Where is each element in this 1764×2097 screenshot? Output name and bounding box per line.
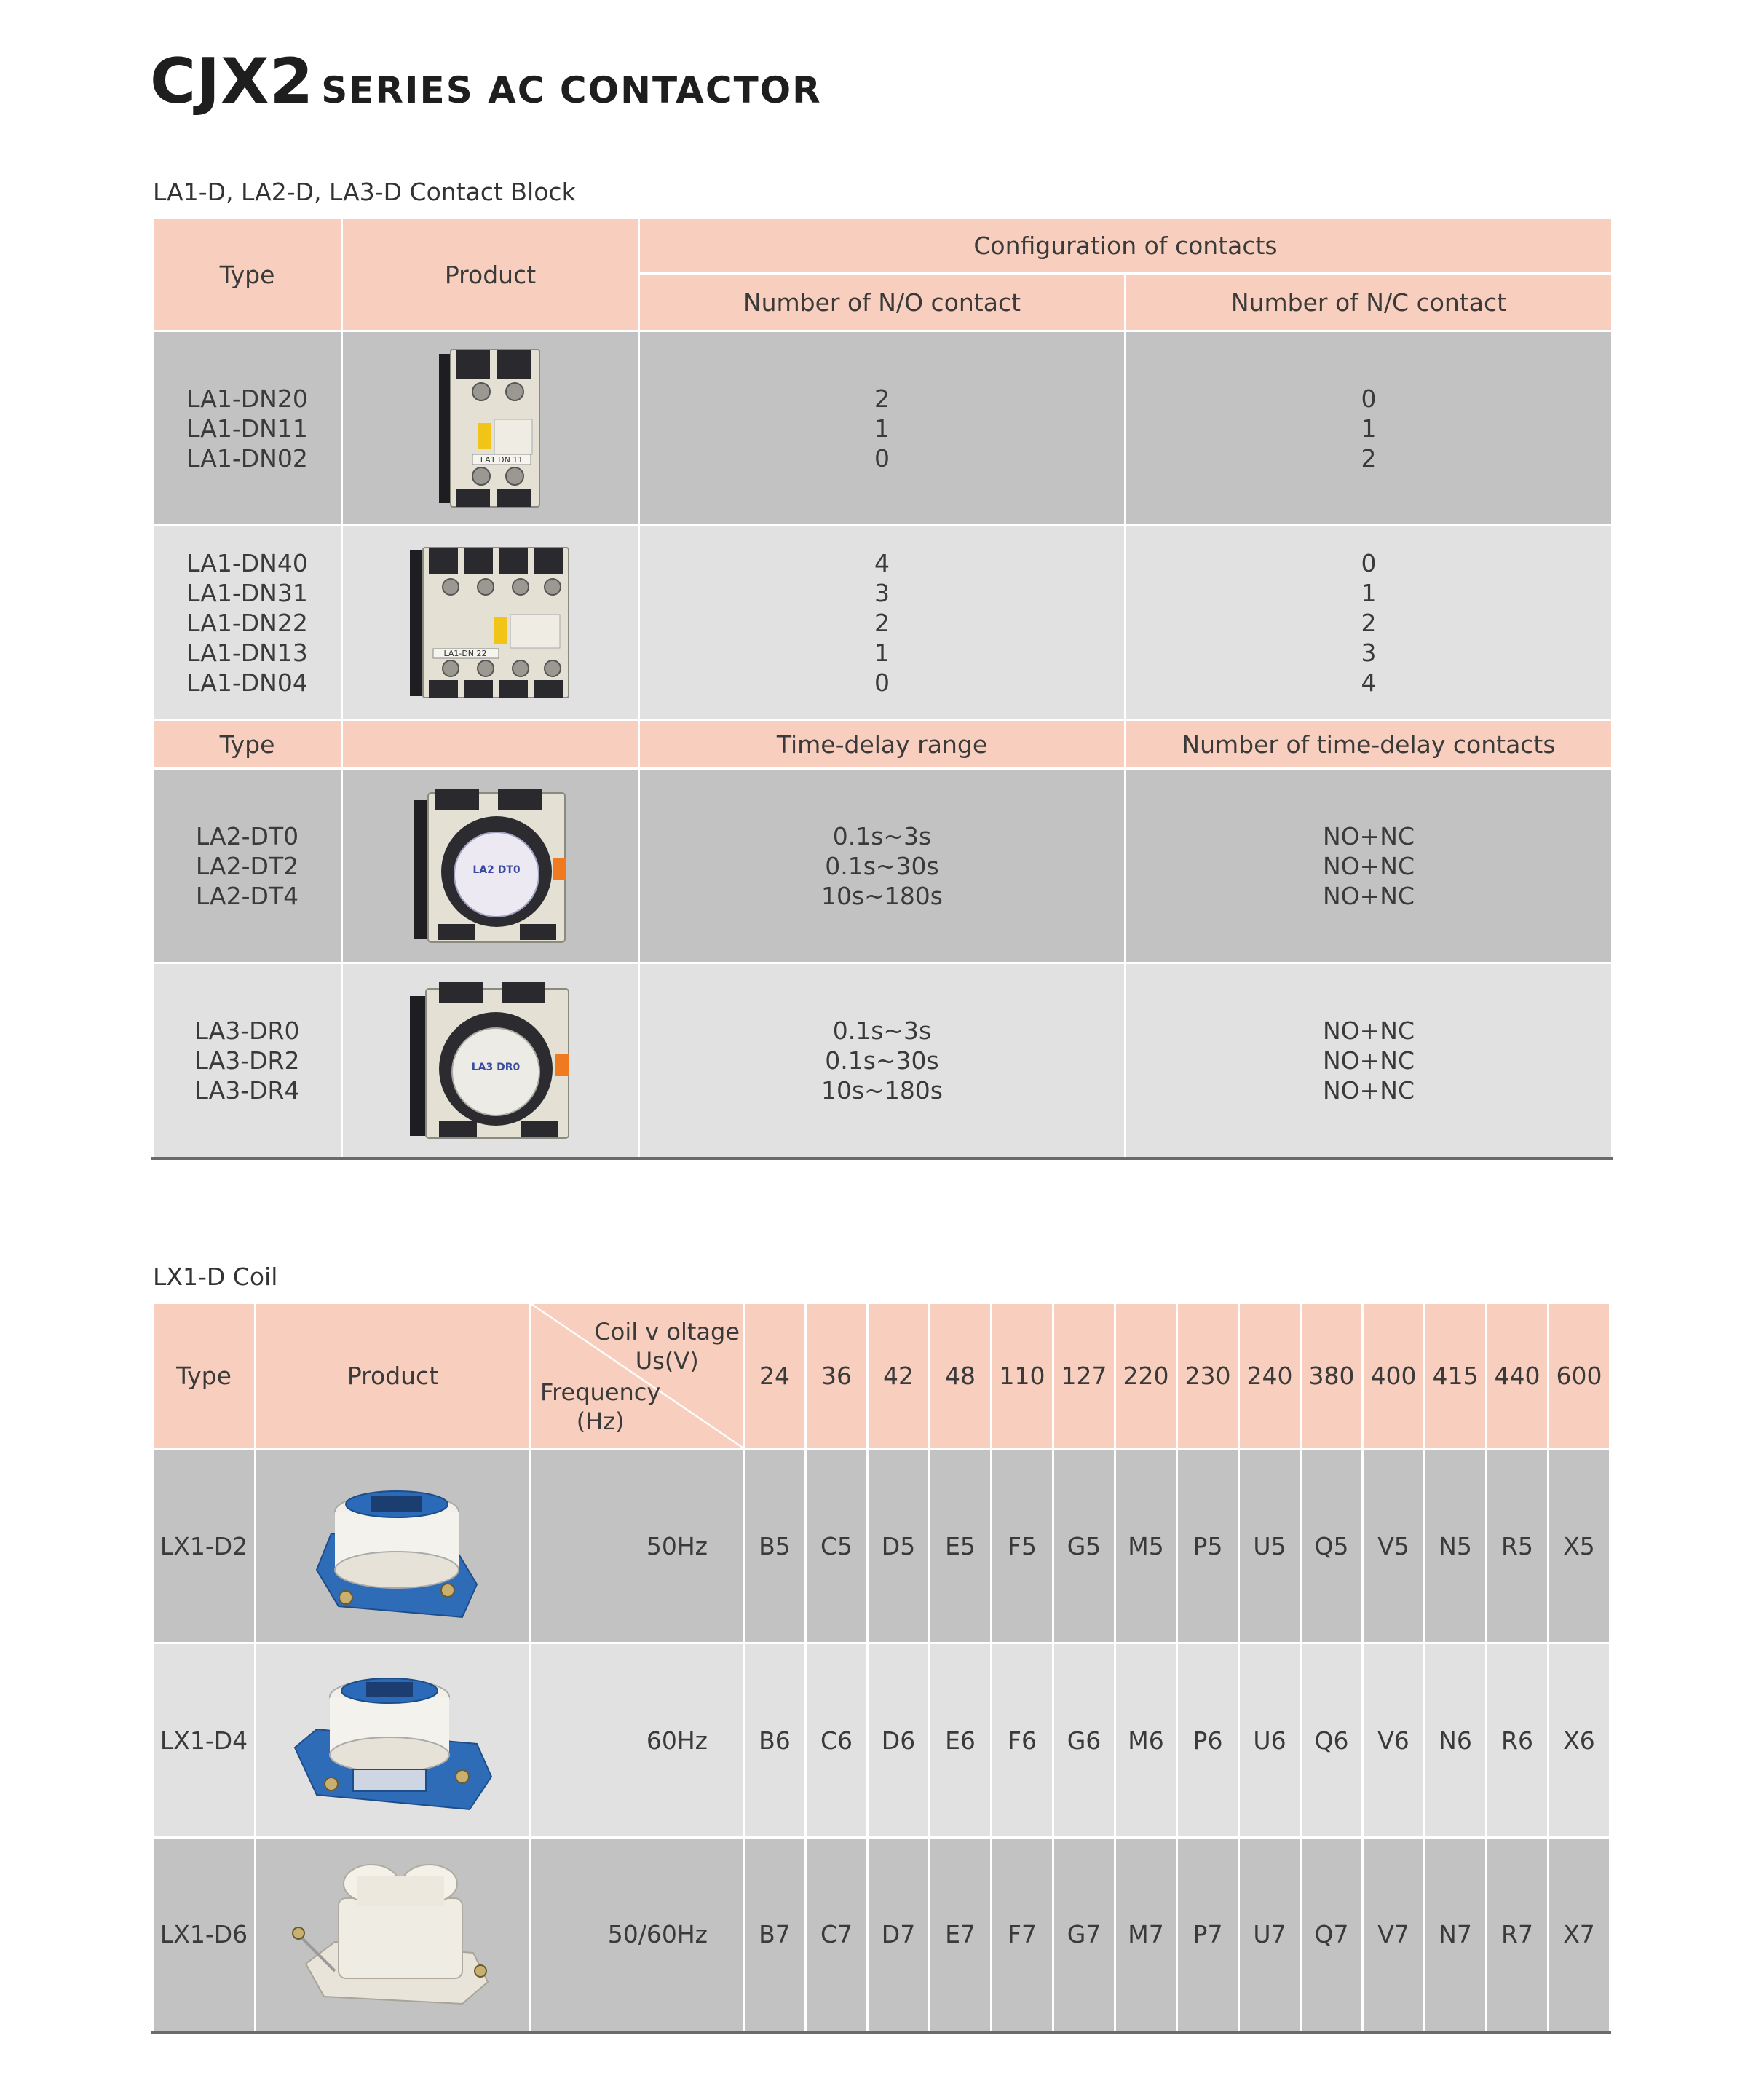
frequency-cell: 50/60Hz (531, 1838, 744, 2032)
time-range-cell (639, 769, 1126, 963)
product-image-cell (342, 769, 639, 963)
type-value: LA1-DN13 (186, 638, 308, 667)
contacts-value: NO+NC (1322, 881, 1415, 910)
no-value: 4 (874, 548, 890, 577)
header-type-timer: Type (153, 720, 342, 769)
range-value: 10s~180s (820, 1075, 943, 1105)
voltage-header: 48 (930, 1303, 992, 1449)
range-value: 0.1s~3s (832, 1016, 932, 1045)
voltage-header: 440 (1487, 1303, 1549, 1449)
header-type: Type (153, 218, 342, 331)
voltage-header: 230 (1177, 1303, 1239, 1449)
header-time-range: Time-delay range (639, 720, 1126, 769)
code-cell: U5 (1239, 1449, 1301, 1643)
voltage-header: 220 (1115, 1303, 1177, 1449)
no-count-cell (639, 526, 1126, 720)
code-cell: D7 (868, 1838, 930, 2032)
type-value: LA1-DN22 (186, 608, 308, 637)
frequency-label (540, 1378, 660, 1436)
contacts-value: NO+NC (1322, 1046, 1415, 1075)
no-value: 2 (874, 384, 890, 413)
nc-value: 0 (1361, 384, 1377, 413)
header-nc-count: Number of N/C contact (1126, 274, 1613, 331)
no-value: 2 (874, 608, 890, 637)
header-time-contacts: Number of time-delay contacts (1126, 720, 1613, 769)
no-value: 1 (874, 638, 890, 667)
type-value: LA1-DN40 (186, 548, 308, 577)
code-cell: Q7 (1301, 1838, 1363, 2032)
header-product: Product (342, 218, 639, 331)
voltage-header: 400 (1363, 1303, 1425, 1449)
contacts-value: NO+NC (1322, 821, 1415, 850)
code-cell: E7 (930, 1838, 992, 2032)
code-cell: C7 (806, 1838, 868, 2032)
code-cell: G7 (1053, 1838, 1115, 2032)
voltage-header: 600 (1549, 1303, 1610, 1449)
frequency-cell: 50Hz (531, 1449, 744, 1643)
code-cell: Q5 (1301, 1449, 1363, 1643)
voltage-header: 24 (744, 1303, 806, 1449)
nc-value: 2 (1361, 443, 1377, 473)
code-cell: X5 (1549, 1449, 1610, 1643)
range-value: 0.1s~30s (825, 1046, 939, 1075)
nc-value: 4 (1361, 668, 1377, 697)
no-value: 0 (874, 443, 890, 473)
type-value: LA1-DN04 (186, 668, 308, 697)
contact-block-4pole-image (407, 545, 574, 701)
table-row (153, 1838, 1610, 2032)
code-cell: G6 (1053, 1643, 1115, 1838)
code-cell: N7 (1425, 1838, 1487, 2032)
coil-type-cell: LX1-D6 (153, 1838, 256, 2032)
coil-voltage-unit: Us(V) (635, 1347, 699, 1375)
table-row (153, 331, 1613, 526)
nc-value: 1 (1361, 414, 1377, 443)
coil-d6-image (284, 1855, 502, 2015)
type-value: LA1-DN11 (186, 414, 308, 443)
contacts-value: NO+NC (1322, 851, 1415, 880)
type-cell (153, 526, 342, 720)
title-sub: SERIES AC CONTACTOR (321, 69, 822, 111)
code-cell: R7 (1487, 1838, 1549, 2032)
code-cell: F7 (992, 1838, 1053, 2032)
code-cell: B6 (744, 1643, 806, 1838)
coil-d2-image (302, 1468, 484, 1624)
contacts-value: NO+NC (1322, 1075, 1415, 1105)
product-image-cell (342, 963, 639, 1158)
frequency-cell: 60Hz (531, 1643, 744, 1838)
type-value: LA2-DT0 (195, 821, 299, 850)
svg-text:LA1 DN 11: LA1 DN 11 (480, 454, 523, 465)
range-value: 0.1s~3s (832, 821, 932, 850)
nc-value: 2 (1361, 608, 1377, 637)
code-cell: B7 (744, 1838, 806, 2032)
table-row (153, 526, 1613, 720)
code-cell: F6 (992, 1643, 1053, 1838)
nc-value: 0 (1361, 548, 1377, 577)
coil-header-voltage-frequency (531, 1303, 744, 1449)
code-cell: V5 (1363, 1449, 1425, 1643)
code-cell: D5 (868, 1449, 930, 1643)
header-no-count: Number of N/O contact (639, 274, 1126, 331)
code-cell: F5 (992, 1449, 1053, 1643)
nc-count-cell (1126, 526, 1613, 720)
table-row (153, 963, 1613, 1158)
range-value: 10s~180s (820, 881, 943, 910)
coil-voltage-label (594, 1317, 740, 1375)
coil-label: LX1-D Coil (153, 1263, 278, 1291)
product-image-cell (256, 1643, 531, 1838)
type-value: LA3-DR2 (194, 1046, 300, 1075)
voltage-header: 380 (1301, 1303, 1363, 1449)
time-contacts-cell (1126, 963, 1613, 1158)
code-cell: U6 (1239, 1643, 1301, 1838)
code-cell: U7 (1239, 1838, 1301, 2032)
frequency-unit: (Hz) (576, 1407, 625, 1435)
table-row (153, 1449, 1610, 1643)
voltage-header: 42 (868, 1303, 930, 1449)
no-count-cell (639, 331, 1126, 526)
type-value: LA2-DT4 (195, 881, 299, 910)
svg-text:LA1-DN 22: LA1-DN 22 (443, 648, 487, 658)
code-cell: N6 (1425, 1643, 1487, 1838)
code-cell: B5 (744, 1449, 806, 1643)
code-cell: X7 (1549, 1838, 1610, 2032)
header-blank (342, 720, 639, 769)
code-cell: M7 (1115, 1838, 1177, 2032)
voltage-header: 36 (806, 1303, 868, 1449)
code-cell: N5 (1425, 1449, 1487, 1643)
coil-type-cell: LX1-D4 (153, 1643, 256, 1838)
coil-header-product: Product (256, 1303, 531, 1449)
time-range-cell (639, 963, 1126, 1158)
code-cell: P5 (1177, 1449, 1239, 1643)
header-config: Configuration of contacts (639, 218, 1613, 274)
no-value: 1 (874, 414, 890, 443)
time-contacts-cell (1126, 769, 1613, 963)
type-value: LA3-DR4 (194, 1075, 300, 1105)
nc-value: 3 (1361, 638, 1377, 667)
code-cell: Q6 (1301, 1643, 1363, 1838)
page-title (150, 45, 822, 118)
svg-text:LA2 DT0: LA2 DT0 (472, 864, 521, 876)
voltage-header: 127 (1053, 1303, 1115, 1449)
type-value: LA2-DT2 (195, 851, 299, 880)
voltage-header: 415 (1425, 1303, 1487, 1449)
no-value: 0 (874, 668, 890, 697)
type-value: LA1-DN02 (186, 443, 308, 473)
code-cell: E5 (930, 1449, 992, 1643)
code-cell: R6 (1487, 1643, 1549, 1838)
product-image-cell (256, 1838, 531, 2032)
table-row (153, 1643, 1610, 1838)
type-cell (153, 331, 342, 526)
type-value: LA3-DR0 (194, 1016, 300, 1045)
frequency-text: Frequency (540, 1378, 661, 1406)
code-cell: V7 (1363, 1838, 1425, 2032)
code-cell: G5 (1053, 1449, 1115, 1643)
code-cell: C6 (806, 1643, 868, 1838)
coil-table (151, 1302, 1611, 2034)
contact-block-table (151, 217, 1613, 1160)
range-value: 0.1s~30s (825, 851, 939, 880)
product-image-cell (256, 1449, 531, 1643)
code-cell: E6 (930, 1643, 992, 1838)
type-value: LA1-DN31 (186, 578, 308, 607)
code-cell: P7 (1177, 1838, 1239, 2032)
svg-text:LA3 DR0: LA3 DR0 (471, 1061, 520, 1073)
contact-block-label: LA1-D, LA2-D, LA3-D Contact Block (153, 178, 576, 206)
coil-d4-image (288, 1660, 499, 1820)
nc-count-cell (1126, 331, 1613, 526)
contact-block-2pole-image (436, 347, 545, 510)
timer-block-on-delay-image (411, 786, 571, 946)
product-image-cell (342, 526, 639, 720)
code-cell: M5 (1115, 1449, 1177, 1643)
nc-value: 1 (1361, 578, 1377, 607)
voltage-header: 240 (1239, 1303, 1301, 1449)
no-value: 3 (874, 578, 890, 607)
timer-block-off-delay-image (407, 979, 574, 1142)
code-cell: X6 (1549, 1643, 1610, 1838)
code-cell: P6 (1177, 1643, 1239, 1838)
product-image-cell (342, 331, 639, 526)
coil-voltage-text: Coil v oltage (594, 1318, 740, 1346)
code-cell: C5 (806, 1449, 868, 1643)
code-cell: R5 (1487, 1449, 1549, 1643)
table-row (153, 769, 1613, 963)
coil-type-cell: LX1-D2 (153, 1449, 256, 1643)
title-main: CJX2 (150, 45, 315, 118)
code-cell: D6 (868, 1643, 930, 1838)
type-cell (153, 769, 342, 963)
voltage-header: 110 (992, 1303, 1053, 1449)
type-cell (153, 963, 342, 1158)
type-value: LA1-DN20 (186, 384, 308, 413)
code-cell: M6 (1115, 1643, 1177, 1838)
contacts-value: NO+NC (1322, 1016, 1415, 1045)
coil-header-type: Type (153, 1303, 256, 1449)
code-cell: V6 (1363, 1643, 1425, 1838)
